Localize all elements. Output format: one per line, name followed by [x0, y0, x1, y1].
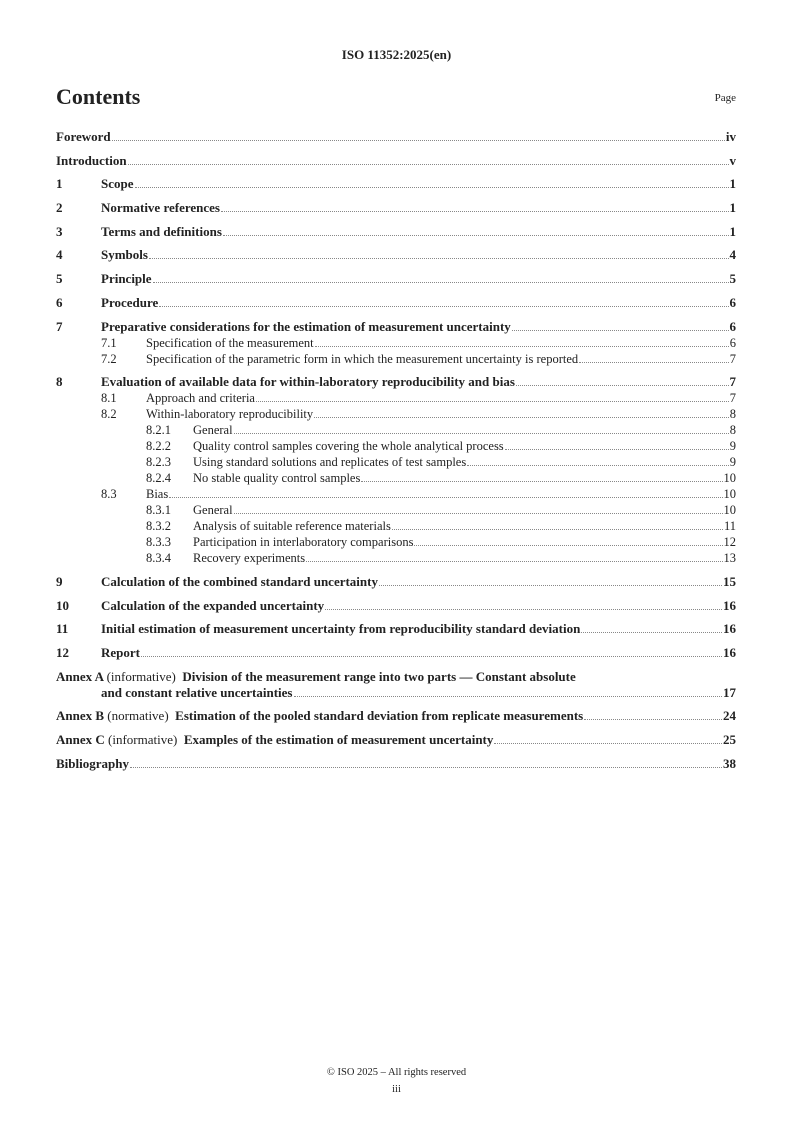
annex-title-line	[56, 732, 736, 748]
toc-entry-title: No stable quality control samples	[193, 471, 361, 486]
toc-entry-number: 7	[56, 318, 63, 334]
toc-entry-title: Approach and criteria	[146, 391, 255, 406]
toc-entry-number: 8.1	[101, 391, 117, 406]
toc-entry[interactable]	[56, 200, 736, 216]
dot-leader	[584, 719, 722, 720]
dot-leader	[112, 140, 725, 141]
annex-label: Annex A	[56, 668, 104, 684]
dot-leader	[579, 362, 729, 363]
toc-entry-title: Using standard solutions and replicates of test samples	[193, 455, 467, 470]
toc-entry-number: 8.3.3	[146, 535, 171, 550]
toc-entry-number: 9	[56, 573, 63, 589]
toc-entry[interactable]	[56, 390, 736, 406]
toc-entry-title: Evaluation of available data for within-laboratory reproducibility and bias	[101, 374, 515, 390]
annex-page: 17	[723, 684, 736, 700]
toc-entry-number: 8.3.1	[146, 503, 171, 518]
toc-entry-page: 9	[729, 439, 736, 454]
toc-entry-number: 7.2	[101, 351, 117, 366]
toc-entry-page: 1	[729, 176, 736, 192]
toc-entry-number: 11	[56, 621, 69, 637]
toc-entry-number: 6	[56, 294, 63, 310]
annex-kind: (normative)	[107, 708, 169, 724]
toc-entry-page: 16	[723, 597, 736, 613]
toc-entry-page: iv	[725, 129, 736, 144]
toc-entry[interactable]	[56, 224, 736, 240]
annex-title-line	[56, 708, 736, 724]
toc-entry-title: Bias	[146, 487, 169, 502]
toc-entry[interactable]	[56, 406, 736, 422]
document-header: ISO 11352:2025(en)	[341, 47, 452, 62]
toc-entry-title: Scope	[101, 176, 134, 192]
dot-leader	[223, 235, 729, 236]
toc-entry-page: 16	[723, 644, 736, 660]
toc-entry-title: Bibliography	[56, 755, 129, 771]
dot-leader	[325, 609, 722, 610]
toc-annex-entry[interactable]	[56, 732, 736, 748]
toc-entry-page: 12	[723, 535, 736, 550]
toc-entry-page: 6	[729, 294, 736, 310]
toc-entry-page: 5	[729, 271, 736, 287]
toc-entry-number: 5	[56, 271, 63, 287]
dot-leader	[135, 187, 729, 188]
toc-entry-number: 8.2.4	[146, 471, 171, 486]
dot-leader	[221, 211, 729, 212]
toc-entry-title: Foreword	[56, 129, 111, 144]
toc-entry-number: 8.2	[101, 407, 117, 422]
toc-entry-title: General	[193, 423, 233, 438]
toc-entry-title: Calculation of the combined standard uncertainty	[101, 573, 378, 589]
annex-kind: (informative)	[106, 668, 176, 684]
toc-entry-page: 1	[729, 200, 736, 216]
toc-entry-number: 12	[56, 644, 69, 660]
dot-leader	[169, 497, 722, 498]
toc-entry-title: Participation in interlaboratory comparisons	[193, 535, 414, 550]
toc-entry-page: 4	[729, 247, 736, 263]
toc-entry[interactable]	[56, 598, 736, 614]
toc-annex-entry[interactable]	[56, 669, 736, 701]
toc-entry[interactable]	[56, 518, 736, 534]
annex-label: Annex B	[56, 708, 105, 724]
toc-entry[interactable]	[56, 621, 736, 637]
annex-title-line	[56, 669, 736, 685]
page-number: iii	[392, 1084, 401, 1095]
toc-entry-number: 7.1	[101, 335, 117, 350]
dot-leader	[494, 743, 722, 744]
page-column-label: Page	[714, 92, 736, 104]
toc-entry-page: 11	[723, 519, 736, 534]
toc-entry-title: Calculation of the expanded uncertainty	[101, 597, 325, 613]
toc-entry-title: Recovery experiments	[193, 551, 306, 566]
toc-entry-page: 8	[729, 407, 736, 422]
toc-entry-page: 16	[723, 621, 736, 637]
toc-entry-bibliography[interactable]	[56, 756, 736, 772]
dot-leader	[505, 449, 729, 450]
toc-entry[interactable]	[56, 550, 736, 566]
dot-leader	[581, 632, 722, 633]
dot-leader	[159, 306, 728, 307]
toc-entry-number: 1	[56, 176, 63, 192]
toc-entry[interactable]	[56, 470, 736, 486]
dot-leader	[467, 465, 729, 466]
dot-leader	[256, 401, 729, 402]
toc-entry-number: 8.3	[101, 487, 117, 502]
dot-leader	[234, 433, 729, 434]
annex-title: Division of the measurement range into two parts — Constant absolute	[182, 668, 576, 684]
dot-leader	[141, 656, 722, 657]
dot-leader	[314, 417, 729, 418]
toc-entry[interactable]	[56, 534, 736, 550]
dot-leader	[234, 513, 723, 514]
toc-entry-title: Principle	[101, 271, 152, 287]
toc-entry-number: 2	[56, 200, 63, 216]
dot-leader	[361, 481, 722, 482]
toc-entry[interactable]	[56, 247, 736, 263]
copyright-notice: © ISO 2025 – All rights reserved	[326, 1067, 467, 1078]
toc-entry[interactable]	[56, 502, 736, 518]
dot-leader	[379, 585, 722, 586]
annex-page: 24	[723, 708, 736, 724]
toc-entry-number: 8.2.2	[146, 439, 171, 454]
toc-entry[interactable]	[56, 295, 736, 311]
toc-entry-number: 4	[56, 247, 63, 263]
toc-entry-title: Symbols	[101, 247, 148, 263]
toc-entry-page: 1	[729, 223, 736, 239]
toc-entry[interactable]	[56, 335, 736, 351]
toc-entry-title: Introduction	[56, 152, 127, 168]
toc-entry-title: Specification of the measurement	[146, 335, 314, 350]
dot-leader	[516, 385, 729, 386]
annex-title-line	[56, 685, 736, 701]
dot-leader	[130, 767, 722, 768]
toc-entry[interactable]	[56, 176, 736, 192]
toc-entry-page: 38	[723, 755, 736, 771]
contents-title: Contents	[56, 84, 141, 109]
toc-entry[interactable]	[56, 454, 736, 470]
toc-entry-title: Procedure	[101, 294, 159, 310]
toc-entry-title: Within-laboratory reproducibility	[146, 407, 314, 422]
toc-entry-number: 8.2.1	[146, 423, 171, 438]
toc-entry-number: 8	[56, 374, 63, 390]
toc-entry-number: 3	[56, 223, 63, 239]
toc-entry-title: Normative references	[101, 200, 220, 216]
annex-title: Estimation of the pooled standard deviation from replicate measurements	[175, 708, 584, 724]
toc-entry[interactable]	[56, 486, 736, 502]
toc-entry[interactable]	[56, 438, 736, 454]
toc-entry-title: Initial estimation of measurement uncertainty from reproducibility standard deviation	[101, 621, 581, 637]
dot-leader	[315, 346, 729, 347]
toc-entry[interactable]	[56, 645, 736, 661]
toc-entry-page: 8	[729, 423, 736, 438]
toc-entry[interactable]	[56, 351, 736, 367]
dot-leader	[128, 164, 729, 165]
toc-entry-page: 6	[729, 318, 736, 334]
dot-leader	[294, 696, 723, 697]
toc-annex-entry[interactable]	[56, 708, 736, 724]
toc-entry-number: 8.2.3	[146, 455, 171, 470]
toc-entry-title: Terms and definitions	[101, 223, 222, 239]
toc-entry[interactable]	[56, 574, 736, 590]
toc-entry[interactable]	[56, 374, 736, 390]
toc-entry-page: 10	[723, 487, 736, 502]
toc-entry-title: Report	[101, 644, 140, 660]
toc-entry-title: Specification of the parametric form in which the measurement uncertainty is reported	[146, 351, 579, 366]
toc-entry-page: 7	[729, 391, 736, 406]
annex-title: Examples of the estimation of measurement uncertainty	[183, 732, 494, 747]
toc-entry[interactable]	[56, 319, 736, 335]
dot-leader	[392, 529, 723, 530]
toc-entry-page: 13	[723, 551, 736, 566]
toc-entry-number: 10	[56, 597, 69, 613]
annex-page: 25	[723, 732, 736, 747]
toc-entry-number: 8.3.2	[146, 519, 171, 534]
toc-entry-page: 10	[723, 503, 736, 518]
toc-entry-title: General	[193, 503, 233, 518]
dot-leader	[414, 545, 722, 546]
toc-entry-page: 6	[729, 335, 736, 350]
annex-heading	[56, 708, 583, 724]
toc-entry[interactable]	[56, 129, 736, 145]
annex-title-continued: and constant relative uncertainties	[101, 684, 293, 700]
toc-entry-number: 8.3.4	[146, 551, 171, 566]
toc-entry-page: v	[729, 152, 736, 168]
toc-entry-page: 15	[723, 573, 736, 589]
dot-leader	[149, 258, 729, 259]
annex-kind: (informative)	[108, 732, 178, 747]
dot-leader	[153, 282, 729, 283]
toc-entry-title: Preparative considerations for the estimation of measurement uncertainty	[101, 318, 511, 334]
annex-heading	[56, 732, 493, 748]
toc-entry[interactable]	[56, 422, 736, 438]
toc-entry-title: Analysis of suitable reference materials	[193, 519, 391, 534]
toc-entry-page: 7	[729, 351, 736, 366]
toc-entry[interactable]	[56, 153, 736, 169]
toc-entry-page: 7	[729, 374, 736, 390]
table-of-contents	[56, 129, 736, 772]
toc-entry-page: 10	[723, 471, 736, 486]
dot-leader	[512, 330, 729, 331]
dot-leader	[306, 561, 722, 562]
annex-label: Annex C	[56, 732, 105, 747]
toc-entry-page: 9	[729, 455, 736, 470]
toc-entry[interactable]	[56, 271, 736, 287]
toc-entry-title: Quality control samples covering the whole analytical process	[193, 439, 504, 454]
